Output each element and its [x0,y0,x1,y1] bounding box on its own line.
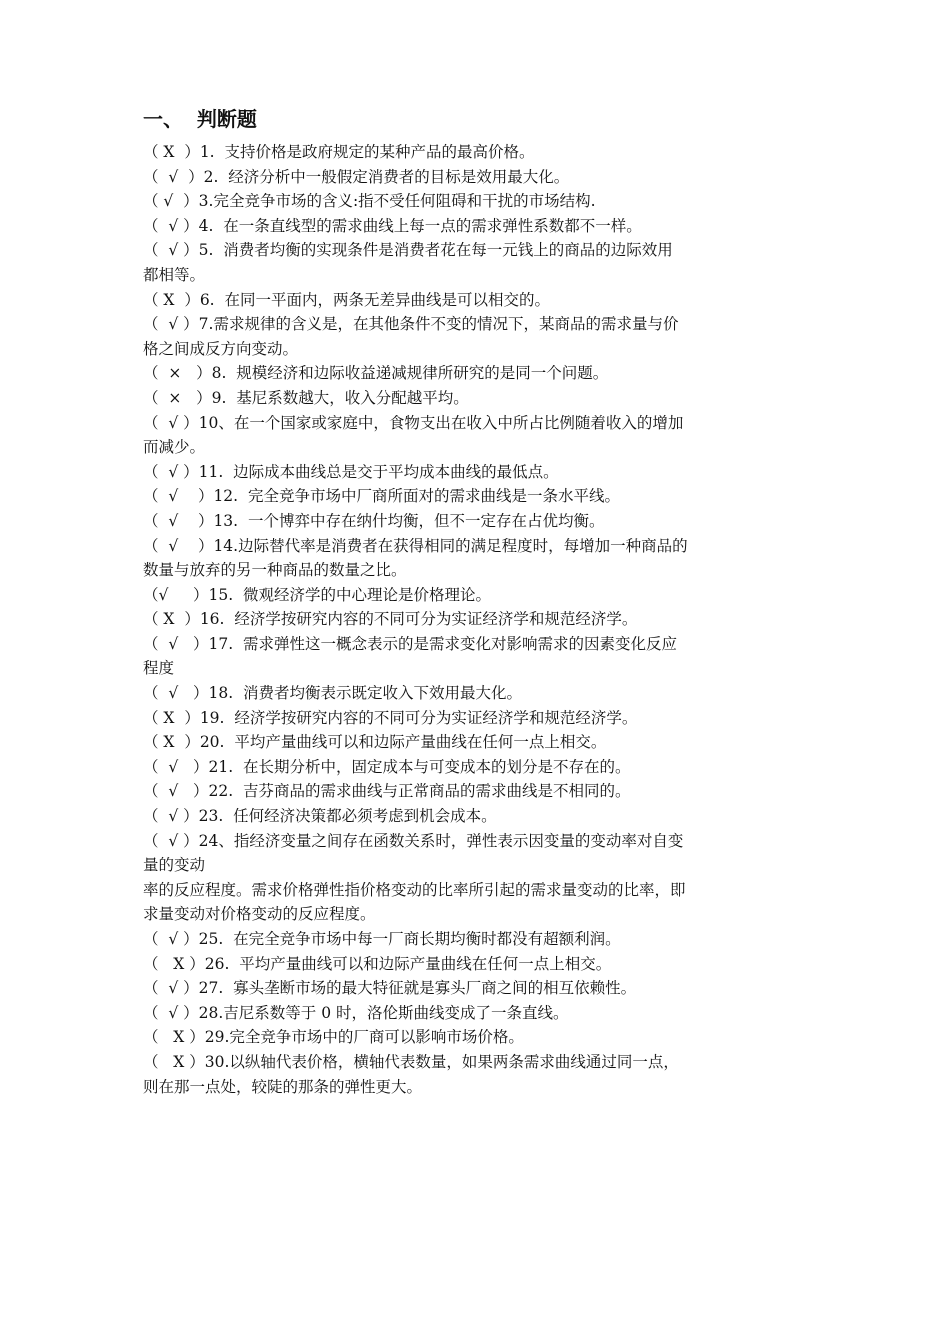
question-line: （ √ ）25. 在完全竞争市场中每一厂商长期均衡时都没有超额利润。 [143,930,621,948]
question-line: （ √ ）3.完全竞争市场的含义:指不受任何阻碍和干扰的市场结构. [143,192,596,211]
question-line: （ √ ）12. 完全竞争市场中厂商所面对的需求曲线是一条水平线。 [143,487,620,506]
question-line: （ √ ）2. 经济分析中一般假定消费者的目标是效用最大化。 [143,167,570,186]
question-line: （ √ ）24、指经济变量之间存在函数关系时，弹性表示因变量的变动率对自变 [143,831,684,850]
question-line: 格之间成反方向变动。 [143,339,299,358]
document-page [143,104,808,1099]
question-line: （ √ ）7.需求规律的含义是，在其他条件不变的情况下，某商品的需求量与价 [143,315,679,334]
section-title: 一、 判断题 [143,107,257,131]
question-line: （ √ ）28.吉尼系数等于 0 时，洛伦斯曲线变成了一条直线。 [143,1003,569,1022]
question-line: （ X ）16. 经济学按研究内容的不同可分为实证经济学和规范经济学。 [143,610,638,629]
question-line: 则在那一点处，较陡的那条的弹性更大。 [143,1077,423,1096]
question-line: （ √ ）22. 吉芬商品的需求曲线与正常商品的需求曲线是不相同的。 [143,782,631,801]
question-line: （ √ ）23. 任何经济决策都必须考虑到机会成本。 [143,807,497,826]
question-line: 求量变动对价格变动的反应程度。 [143,905,376,924]
question-line: （ √ ）11. 边际成本曲线总是交于平均成本曲线的最低点。 [143,462,559,481]
question-line: （ √ ）17. 需求弹性这一概念表示的是需求变化对影响需求的因素变化反应 [143,634,678,653]
question-line: （ X ）30.以纵轴代表价格，横轴代表数量，如果两条需求曲线通过同一点， [143,1052,679,1071]
question-line: 都相等。 [143,265,206,284]
question-line: （ X ）29.完全竞争市场中的厂商可以影响市场价格。 [143,1028,524,1047]
question-line: （ √ ）27. 寡头垄断市场的最大特征就是寡头厂商之间的相互依赖性。 [143,979,637,998]
question-line: （ √ ）14.边际替代率是消费者在获得相同的满足程度时，每增加一种商品的 [143,536,688,555]
question-line: （ × ）8. 规模经济和边际收益递减规律所研究的是同一个问题。 [143,364,609,383]
question-line: 量的变动 [143,856,206,875]
question-line: （ X ）6. 在同一平面内，两条无差异曲线是可以相交的。 [143,290,550,309]
question-line: （ × ）9. 基尼系数越大，收入分配越平均。 [143,388,469,407]
question-line: （ √ ）10、在一个国家或家庭中，食物支出在收入中所占比例随着收入的增加 [143,413,684,432]
question-line: （ √ ）13. 一个博弈中存在纳什均衡，但不一定存在占优均衡。 [143,511,605,530]
question-list [143,140,808,1099]
question-line: （ √ ）5. 消费者均衡的实现条件是消费者花在每一元钱上的商品的边际效用 [143,241,673,260]
question-line: （ √ ）4. 在一条直线型的需求曲线上每一点的需求弹性系数都不一样。 [143,216,642,235]
question-line: （ X ）19. 经济学按研究内容的不同可分为实证经济学和规范经济学。 [143,708,638,727]
question-line: （ √ ）18. 消费者均衡表示既定收入下效用最大化。 [143,684,523,703]
question-line: （ X ）20. 平均产量曲线可以和边际产量曲线在任何一点上相交。 [143,733,607,752]
question-line: （ √ ）21. 在长期分析中，固定成本与可变成本的划分是不存在的。 [143,757,631,776]
question-line: 而减少。 [143,438,206,457]
question-line: 数量与放弃的另一种商品的数量之比。 [143,561,407,580]
question-line: （ X ）26. 平均产量曲线可以和边际产量曲线在任何一点上相交。 [143,954,612,973]
question-line: （√ ）15. 微观经济学的中心理论是价格理论。 [143,585,492,604]
question-line: 率的反应程度。需求价格弹性指价格变动的比率所引起的需求量变动的比率，即 [143,880,686,899]
question-line: 程度 [143,659,175,678]
question-line: （ X ）1. 支持价格是政府规定的某种产品的最高价格。 [143,143,535,161]
